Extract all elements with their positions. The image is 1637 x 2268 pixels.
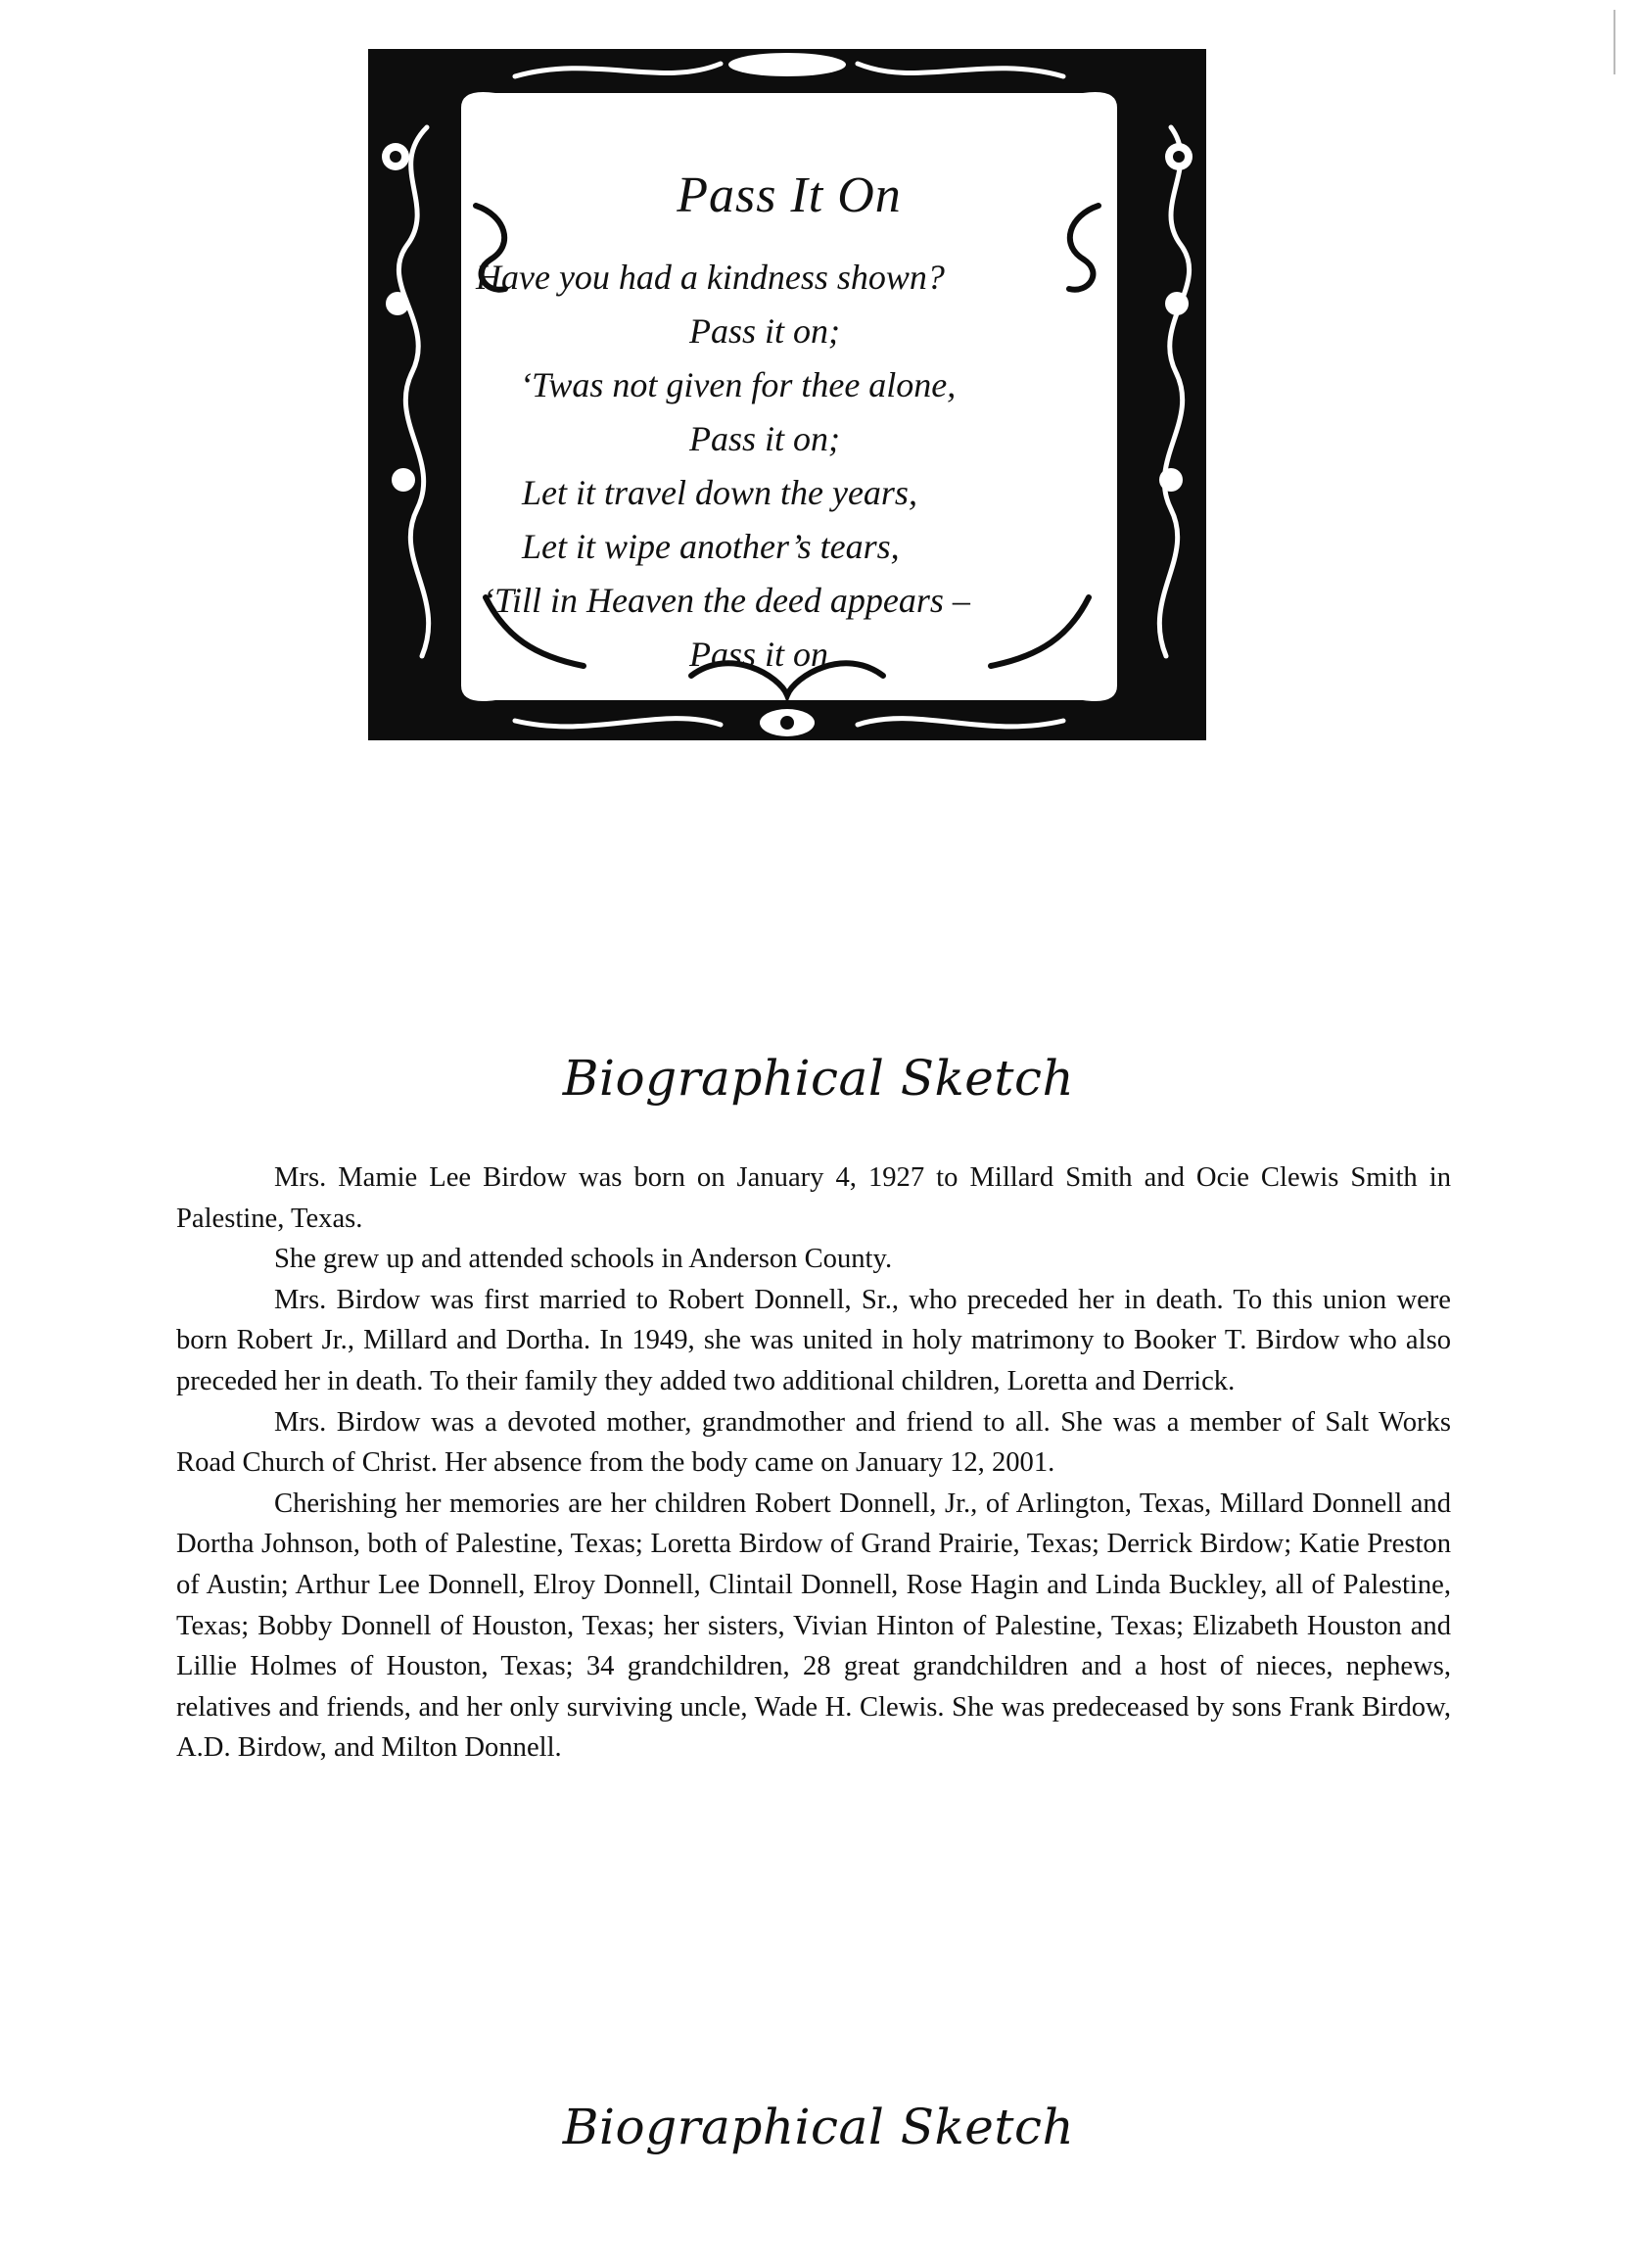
- poem-line: Pass it on;: [689, 311, 841, 351]
- poem-line: ‘Till in Heaven the deed appears –: [483, 581, 970, 620]
- poem-line: Pass it on;: [689, 419, 841, 458]
- biography-paragraph: Mrs. Birdow was first married to Robert Donnell, Sr., who preceded her in death. To this union were born Robert Jr., Millard and Dortha. In 1949, she was united in holy matrimony to Booker T. Birdow who also preceded her in death. To their family they added two additional children, Loretta and Derrick.: [176, 1284, 1451, 1396]
- poem-line: ‘Twas not given for thee alone,: [520, 365, 957, 404]
- biography-body: [176, 1158, 1451, 1769]
- biography-paragraph: Mrs. Mamie Lee Birdow was born on January 4, 1927 to Millard Smith and Ocie Clewis Smith in Palestine, Texas.: [176, 1162, 1451, 1234]
- biography-paragraph: Cherishing her memories are her children Robert Donnell, Jr., of Arlington, Texas, Millard Donnell and Dortha Johnson, both of Palestine, Texas; Loretta Birdow of Grand Prairie, Texas; Derrick Birdow; Katie Preston of Austin; Arthur Lee Donnell, Elroy Donnell, Clintail Donnell, Rose Hagin and Linda Buckley, all of Palestine, Texas; Bobby Donnell of Houston, Texas; her sisters, Vivian Hinton of Palestine, Texas; Elizabeth Houston and Lillie Holmes of Houston, Texas; 34 grandchildren, 28 great grandchildren and a host of nieces, nephews, relatives and friends, and her only surviving uncle, Wade H. Clewis. She was predeceased by sons Frank Birdow, A.D. Birdow, and Milton Donnell.: [176, 1488, 1451, 1764]
- poem-line: Let it travel down the years,: [522, 473, 917, 512]
- biography-paragraph: Mrs. Birdow was a devoted mother, grandmother and friend to all. She was a member of Salt Works Road Church of Christ. Her absence from the body came on January 12, 2001.: [176, 1406, 1451, 1479]
- poem-line: Have you had a kindness shown?: [476, 258, 945, 297]
- biography-footer-heading: Biographical Sketch: [562, 2099, 1075, 2155]
- biography-paragraph: She grew up and attended schools in Anderson County.: [274, 1244, 893, 1275]
- biography-heading: Biographical Sketch: [562, 1050, 1075, 1107]
- poem-title: Pass It On: [677, 167, 902, 223]
- poem-text-area: [461, 108, 1117, 685]
- poem-line: Let it wipe another’s tears,: [522, 527, 900, 566]
- scan-edge-mark: [1614, 10, 1615, 74]
- poem-frame: [368, 49, 1206, 740]
- poem-line: Pass it on.: [689, 635, 838, 674]
